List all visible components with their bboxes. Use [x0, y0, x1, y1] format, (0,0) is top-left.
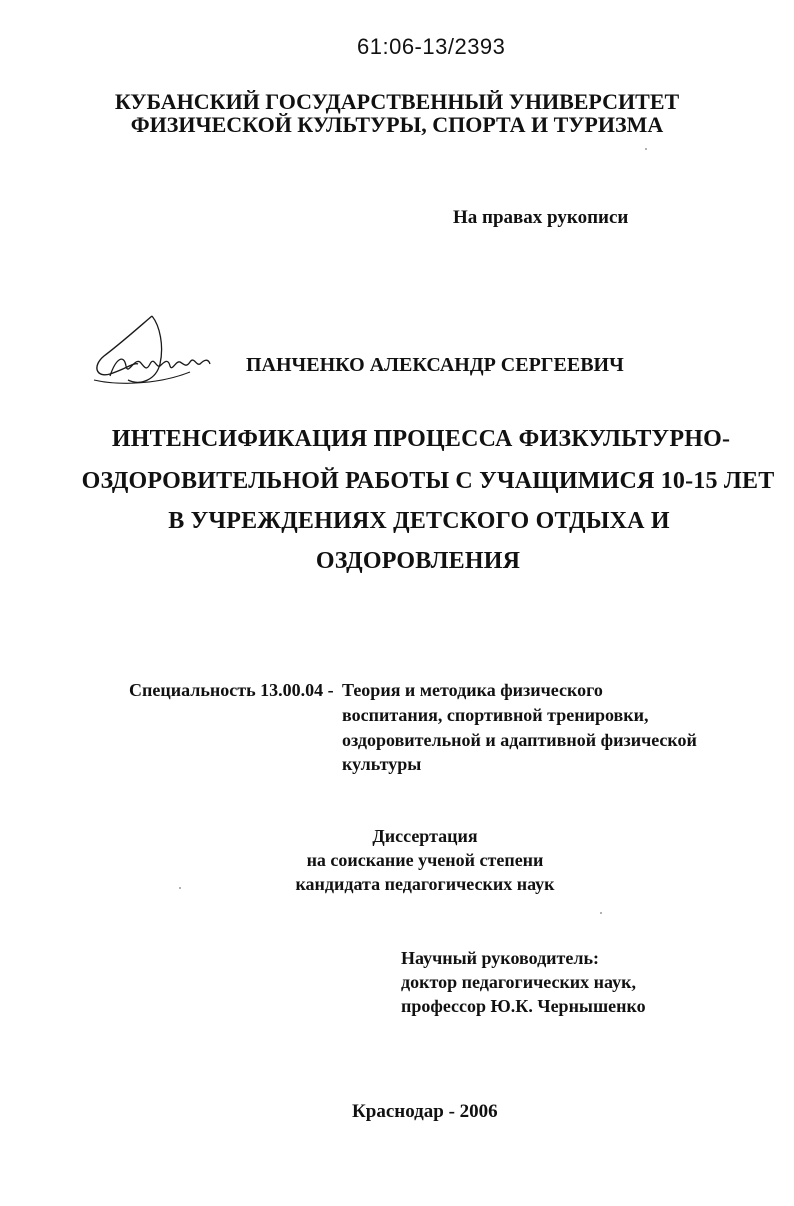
- author-name: ПАНЧЕНКО АЛЕКСАНДР СЕРГЕЕВИЧ: [246, 354, 624, 376]
- specialty-description-line: воспитания, спортивной тренировки,: [342, 705, 649, 725]
- specialty-description-line: Теория и методика физического: [342, 680, 603, 700]
- dissertation-degree-line: кандидата педагогических наук: [295, 874, 555, 894]
- title-line: В УЧРЕЖДЕНИЯХ ДЕТСКОГО ОТДЫХА И: [168, 508, 670, 534]
- title-line: ОЗДОРОВИТЕЛЬНОЙ РАБОТЫ С УЧАЩИМИСЯ 10-15 ЛЕТ: [81, 468, 775, 494]
- city-year: Краснодар - 2006: [352, 1101, 498, 1122]
- catalog-code: 61:06-13/2393: [357, 34, 506, 59]
- dissertation-degree-line: на соискание ученой степени: [306, 850, 544, 870]
- scan-speck: [600, 912, 602, 914]
- handwritten-signature: [90, 306, 250, 398]
- supervisor-name: профессор Ю.К. Чернышенко: [401, 996, 646, 1016]
- supervisor-degree: доктор педагогических наук,: [401, 972, 637, 992]
- dissertation-heading: Диссертация: [372, 826, 478, 846]
- title-line: ИНТЕНСИФИКАЦИЯ ПРОЦЕССА ФИЗКУЛЬТУРНО-: [111, 426, 731, 452]
- title-line: ОЗДОРОВЛЕНИЯ: [315, 548, 521, 574]
- specialty-label: Специальность 13.00.04 -: [129, 680, 334, 700]
- specialty-description-line: оздоровительной и адаптивной физической: [342, 730, 697, 750]
- supervisor-heading: Научный руководитель:: [401, 948, 599, 968]
- specialty-description-line: культуры: [342, 754, 422, 774]
- scan-speck: [645, 148, 647, 150]
- manuscript-note: На правах рукописи: [453, 207, 629, 228]
- university-name-line-2: ФИЗИЧЕСКОЙ КУЛЬТУРЫ, СПОРТА И ТУРИЗМА: [130, 112, 664, 137]
- university-name-line-1: КУБАНСКИЙ ГОСУДАРСТВЕННЫЙ УНИВЕРСИТЕТ: [114, 89, 680, 114]
- scan-speck: [179, 887, 181, 889]
